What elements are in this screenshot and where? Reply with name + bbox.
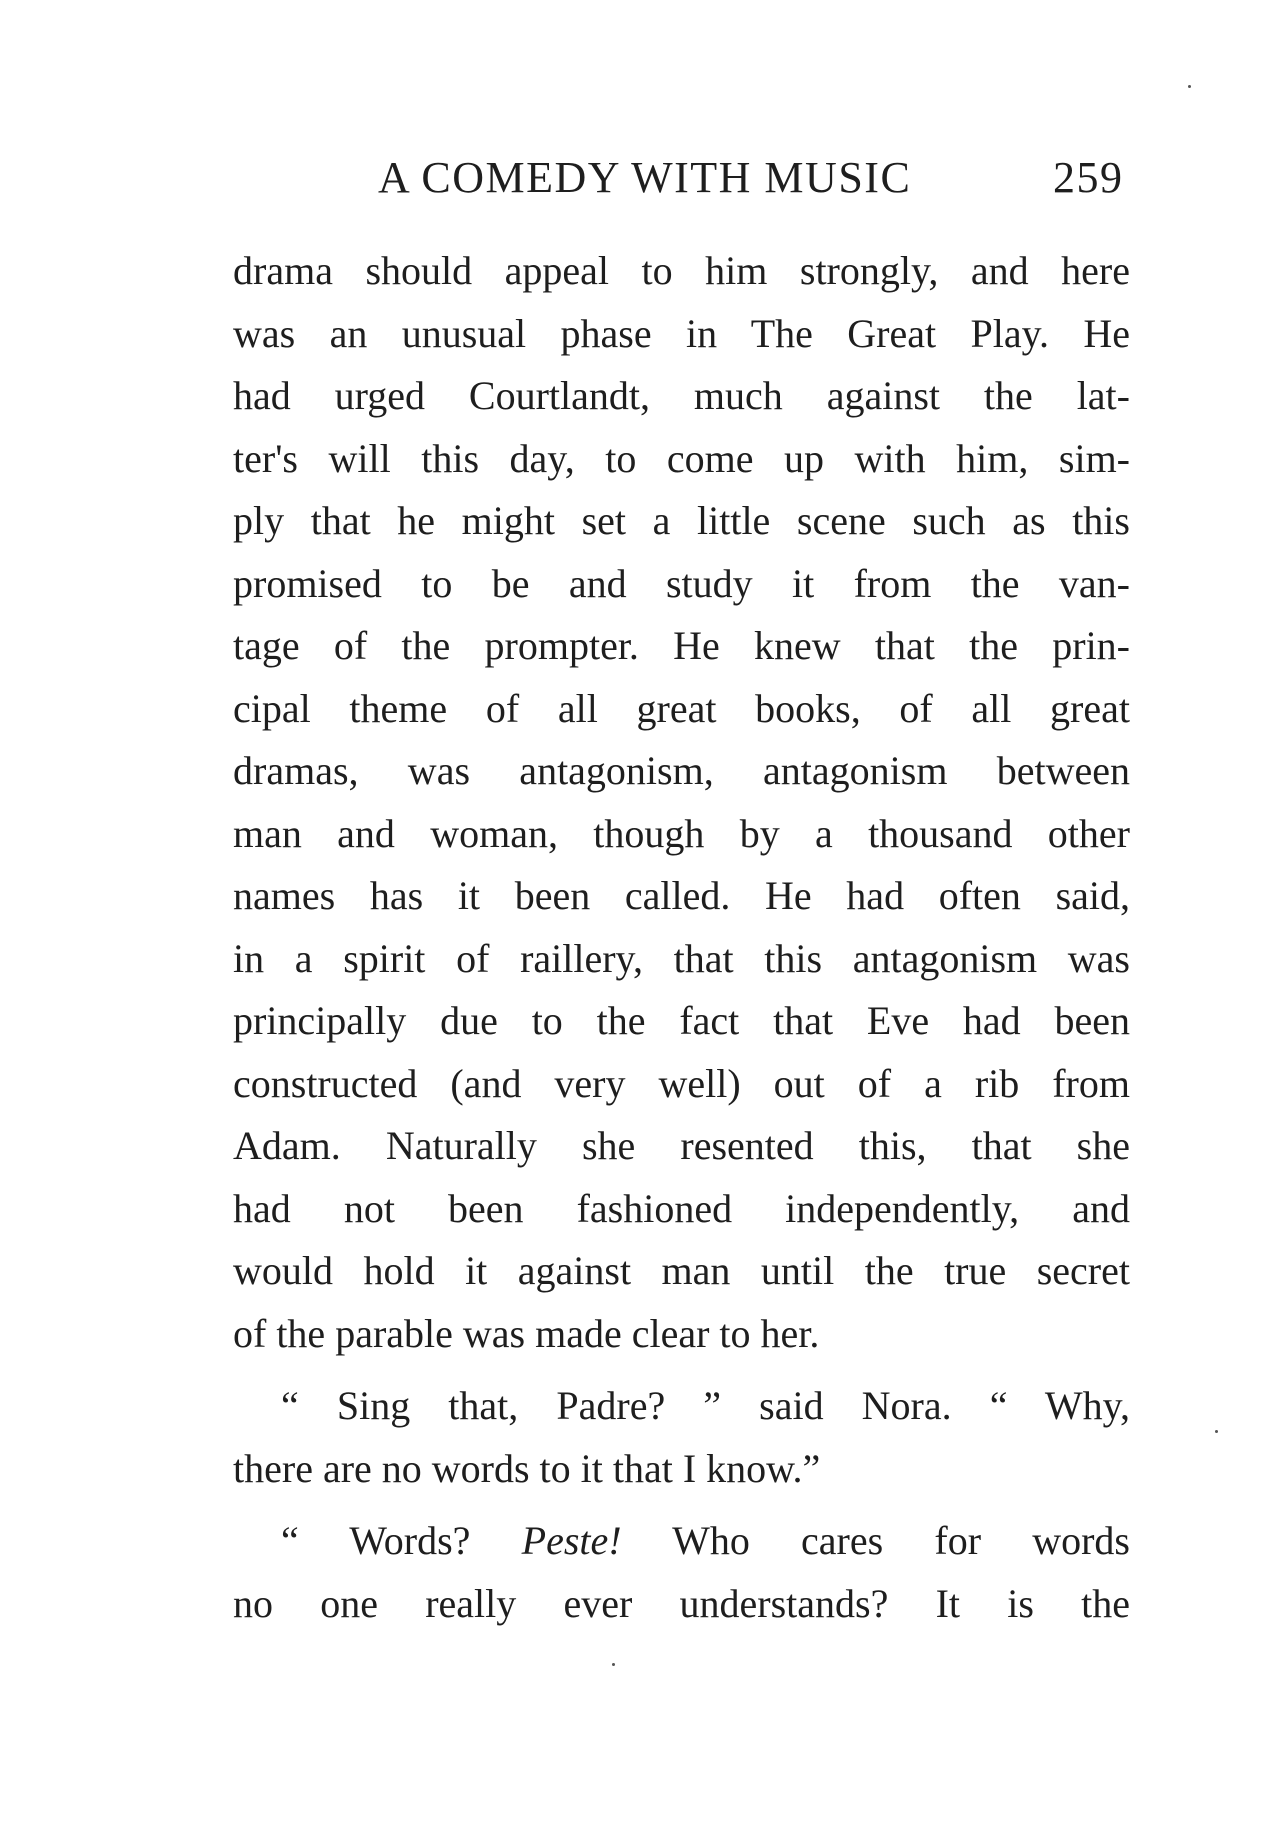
body-text [233, 240, 1130, 1635]
text-line: names has it been called. He had often said, [233, 873, 1130, 918]
text-line: of the parable was made clear to her. [233, 1310, 820, 1356]
text-line: principally due to the fact that Eve had been [233, 998, 1130, 1043]
text-line-mixed [233, 1510, 1130, 1573]
text-line: cipal theme of all great books, of all great [233, 685, 1130, 731]
text-segment: “ Words? [281, 1518, 471, 1563]
page-number: 259 [1053, 153, 1124, 202]
paper-speck [612, 1663, 615, 1666]
text-line: had urged Courtlandt, much against the lat- [233, 373, 1130, 418]
text-segment: Who cares for words [672, 1518, 1130, 1563]
text-line: ter's will this day, to come up with him, sim- [233, 435, 1130, 481]
text-line: in a spirit of raillery, that this antagonism was [233, 935, 1130, 981]
text-line: “ Sing that, Padre? ” said Nora. “ Why, [281, 1383, 1130, 1428]
text-line: no one really ever understands? It is the [233, 1580, 1130, 1626]
paper-speck [1188, 85, 1191, 88]
text-line: Adam. Naturally she resented this, that she [233, 1123, 1130, 1168]
text-line: dramas, was antagonism, antagonism between [233, 748, 1130, 793]
text-line: would hold it against man until the true secret [233, 1248, 1130, 1293]
text-line: promised to be and study it from the van- [233, 560, 1130, 606]
text-line: ply that he might set a little scene such as this [233, 498, 1130, 543]
text-line: was an unusual phase in The Great Play. He [233, 310, 1130, 356]
paper-speck [1215, 1430, 1218, 1433]
text-line: tage of the prompter. He knew that the prin- [233, 623, 1130, 668]
text-line: constructed (and very well) out of a rib from [233, 1060, 1130, 1106]
text-line: drama should appeal to him strongly, and here [233, 248, 1130, 293]
running-title: A COMEDY WITH MUSIC [378, 153, 912, 202]
text-line: there are no words to it that I know.” [233, 1445, 821, 1491]
italic-word: Peste! [521, 1518, 622, 1563]
text-line: man and woman, though by a thousand other [233, 810, 1130, 856]
running-head [233, 148, 1133, 208]
text-line: had not been fashioned independently, and [233, 1185, 1130, 1231]
